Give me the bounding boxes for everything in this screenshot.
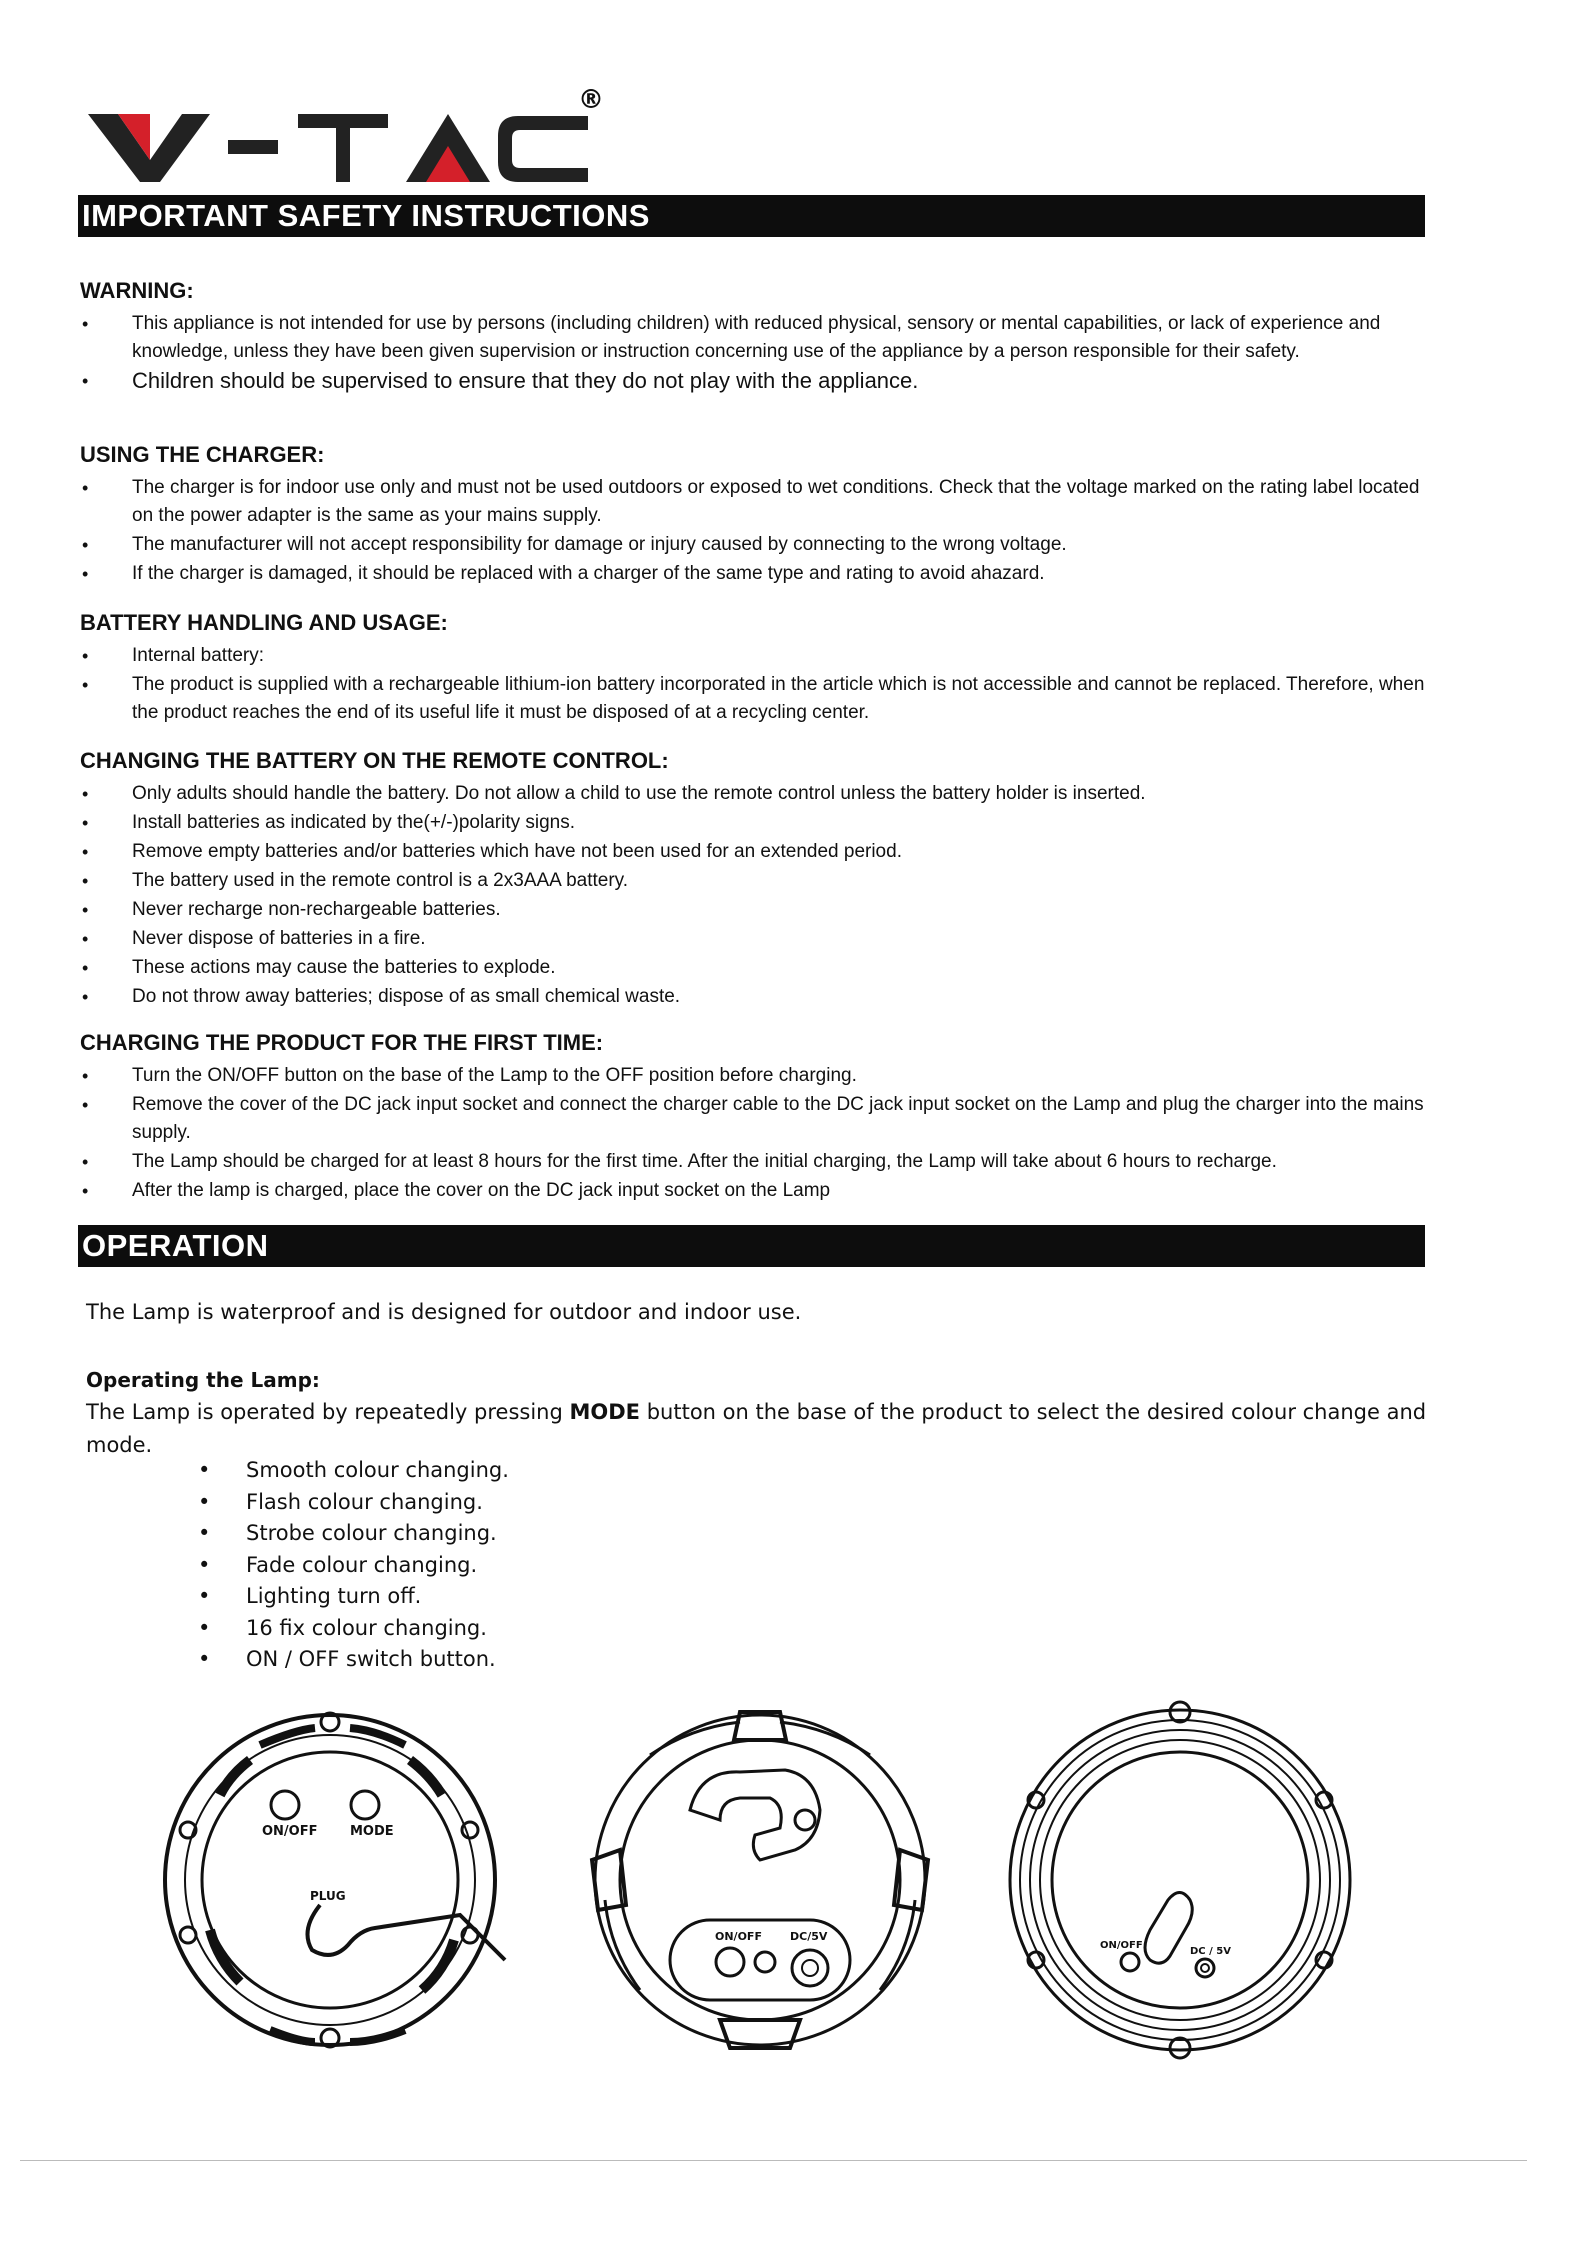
- list-item: • This appliance is not intended for use by persons (including children) with reduced physical, sensory or mental capabilities, or lack of experience and knowledge, unless they have been given supervision or instruction concerning use of the appliance by a person responsible for their safety.: [80, 310, 1427, 366]
- list-item: • Do not throw away batteries; dispose of as small chemical waste.: [80, 983, 1427, 1011]
- operation-body-start: The Lamp is operated by repeatedly pressing: [86, 1400, 570, 1424]
- warning-section: [80, 278, 1427, 396]
- list-item: • Only adults should handle the battery. Do not allow a child to use the remote control unless the battery holder is inserted.: [80, 780, 1427, 808]
- lamp-base-diagram-3: [1000, 1700, 1360, 2060]
- mode-keyword: MODE: [569, 1400, 641, 1424]
- svg-text:DC/5V: DC/5V: [790, 1930, 828, 1943]
- lamp-base-diagram-2: [580, 1700, 940, 2060]
- operation-subtitle: Operating the Lamp:: [86, 1368, 320, 1392]
- charger-title: USING THE CHARGER:: [80, 442, 325, 467]
- list-item: • The product is supplied with a rechargeable lithium-ion battery incorporated in the article which is not accessible and cannot be replaced. Therefore, when the product reaches the end of its useful life it must be disposed of at a recycling center.: [80, 671, 1427, 727]
- mode-item: • Smooth colour changing.: [190, 1455, 509, 1487]
- list-item: • Remove empty batteries and/or batteries which have not been used for an extended period.: [80, 838, 1427, 866]
- mode-list: [190, 1455, 509, 1676]
- remote-title: CHANGING THE BATTERY ON THE REMOTE CONTROL:: [80, 748, 669, 773]
- lamp-base-diagram-1: [160, 1700, 520, 2060]
- mode-item: • Strobe colour changing.: [190, 1518, 509, 1550]
- mode-item: • 16 fix colour changing.: [190, 1613, 509, 1645]
- list-item: • Never dispose of batteries in a fire.: [80, 925, 1427, 953]
- list-item: • Turn the ON/OFF button on the base of the Lamp to the OFF position before charging.: [80, 1062, 1427, 1090]
- operation-header: OPERATION: [78, 1225, 1425, 1267]
- list-item: • The battery used in the remote control is a 2x3AAA battery.: [80, 867, 1427, 895]
- svg-text:®: ®: [578, 85, 604, 115]
- brand-logo: [88, 82, 608, 192]
- operation-body: [86, 1396, 1427, 1462]
- svg-text:PLUG: PLUG: [310, 1889, 346, 1903]
- list-item: • If the charger is damaged, it should be replaced with a charger of the same type and rating to avoid ahazard.: [80, 560, 1427, 588]
- list-item: • The Lamp should be charged for at least 8 hours for the first time. After the initial charging, the Lamp will take about 6 hours to recharge.: [80, 1148, 1427, 1176]
- list-item: • Children should be supervised to ensure that they do not play with the appliance.: [80, 367, 1427, 395]
- safety-header: IMPORTANT SAFETY INSTRUCTIONS: [78, 195, 1425, 237]
- battery-section: [80, 610, 1427, 728]
- mode-item: • Flash colour changing.: [190, 1487, 509, 1519]
- mode-item: • Fade colour changing.: [190, 1550, 509, 1582]
- operation-intro: The Lamp is waterproof and is designed for outdoor and indoor use.: [86, 1300, 802, 1324]
- mode-item: • ON / OFF switch button.: [190, 1644, 509, 1676]
- list-item: • Never recharge non-rechargeable batteries.: [80, 896, 1427, 924]
- page-bottom-rule: [20, 2160, 1527, 2161]
- list-item: • Internal battery:: [80, 642, 1427, 670]
- list-item: • Install batteries as indicated by the(+/-)polarity signs.: [80, 809, 1427, 837]
- list-item: • After the lamp is charged, place the cover on the DC jack input socket on the Lamp: [80, 1177, 1427, 1205]
- svg-text:DC / 5V: DC / 5V: [1190, 1946, 1231, 1957]
- list-item: • Remove the cover of the DC jack input socket and connect the charger cable to the DC jack input socket on the Lamp and plug the charger into the mains supply.: [80, 1091, 1427, 1147]
- svg-text:ON/OFF: ON/OFF: [1100, 1940, 1143, 1951]
- svg-text:ON/OFF: ON/OFF: [715, 1930, 762, 1943]
- warning-title: WARNING:: [80, 278, 194, 303]
- list-item: • These actions may cause the batteries to explode.: [80, 954, 1427, 982]
- remote-section: [80, 748, 1427, 1012]
- list-item: • The charger is for indoor use only and must not be used outdoors or exposed to wet conditions. Check that the voltage marked on the rating label located on the power adapter is the same as your mains supply.: [80, 474, 1427, 530]
- mode-item: • Lighting turn off.: [190, 1581, 509, 1613]
- battery-title: BATTERY HANDLING AND USAGE:: [80, 610, 448, 635]
- svg-text:MODE: MODE: [350, 1824, 394, 1839]
- charger-section: [80, 442, 1427, 589]
- first-charge-section: [80, 1030, 1427, 1206]
- first-charge-title: CHARGING THE PRODUCT FOR THE FIRST TIME:: [80, 1030, 604, 1055]
- svg-text:ON/OFF: ON/OFF: [262, 1824, 318, 1839]
- operation-body-end: button on the base of the product to select the desired colour change and mode.: [86, 1400, 1427, 1457]
- list-item: • The manufacturer will not accept responsibility for damage or injury caused by connecting to the wrong voltage.: [80, 531, 1427, 559]
